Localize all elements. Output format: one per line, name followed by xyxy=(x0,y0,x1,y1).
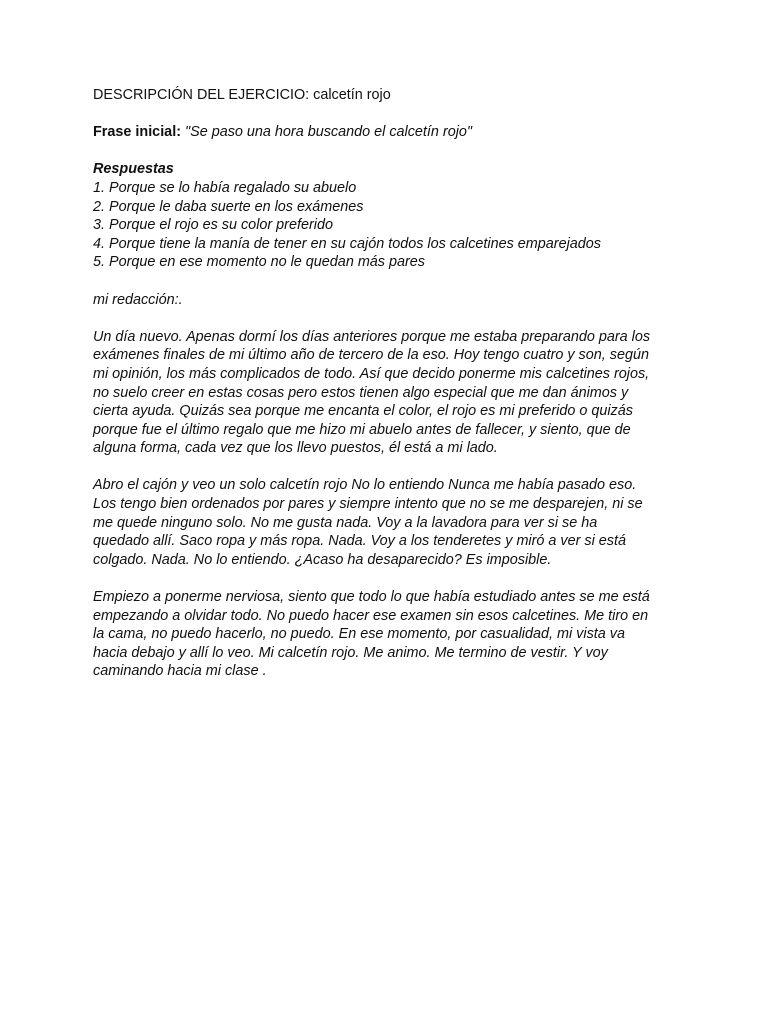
paragraph-line: Empiezo a ponerme nerviosa, siento que todo lo que había estudiado antes se me está xyxy=(93,589,650,606)
answer-item: 5. Porque en ese momento no le quedan más pares xyxy=(93,254,425,271)
paragraph-1 xyxy=(93,328,708,458)
paragraph-line: caminando hacia mi clase . xyxy=(93,663,267,680)
spacer xyxy=(93,309,708,328)
answer-item: 4. Porque tiene la manía de tener en su cajón todos los calcetines emparejados xyxy=(93,235,601,252)
answer-item: 2. Porque le daba suerte en los exámenes xyxy=(93,198,364,215)
answers-title: Respuestas xyxy=(93,161,174,178)
answer-item: 3. Porque el rojo es su color preferido xyxy=(93,217,333,234)
initial-phrase-label: Frase inicial: xyxy=(93,124,181,141)
initial-phrase-text: "Se paso una hora buscando el calcetín rojo" xyxy=(184,124,473,141)
answer-item: 1. Porque se lo había regalado su abuelo xyxy=(93,179,357,196)
paragraph-line: Un día nuevo. Apenas dormí los días anteriores porque me estaba preparando para los xyxy=(93,328,651,345)
exercise-heading: DESCRIPCIÓN DEL EJERCICIO: calcetín rojo xyxy=(93,87,391,103)
paragraph-line: porque fue el último regalo que me hizo mi abuelo antes de fallecer, y siento, que de xyxy=(93,421,631,438)
paragraph-line: cierta ayuda. Quizás sea porque me encanta el color, el rojo es mi preferido o quizás xyxy=(93,403,633,420)
paragraph-3 xyxy=(93,588,708,681)
paragraph-line: quedado allí. Saco ropa y más ropa. Nada. Voy a los tenderetes y miró a ver si está xyxy=(93,533,627,550)
redaction-label: mi redacción:. xyxy=(93,291,183,308)
paragraph-line: Los tengo bien ordenados por pares y siempre intento que no se me desparejen, ni se xyxy=(93,496,643,513)
paragraph-line: alguna forma, cada vez que los llevo puestos, él está a mi lado. xyxy=(93,440,498,457)
spacer xyxy=(93,272,708,291)
paragraph-line: la cama, no puedo hacerlo, no puedo. En ese momento, por casualidad, mi vista va xyxy=(93,626,625,643)
paragraph-line: Abro el cajón y veo un solo calcetín rojo No lo entiendo Nunca me había pasado eso. xyxy=(93,477,637,494)
spacer xyxy=(93,142,708,161)
spacer xyxy=(93,569,708,588)
paragraph-line: colgado. Nada. No lo entiendo. ¿Acaso ha desaparecido? Es imposible. xyxy=(93,551,552,568)
paragraph-line: hacia debajo y allí lo veo. Mi calcetín rojo. Me animo. Me termino de vestir. Y voy xyxy=(93,644,608,661)
paragraph-line: no suelo creer en estas cosas pero estos tienen algo especial que me dan ánimos y xyxy=(93,384,629,401)
paragraph-line: me quede ninguno solo. No me gusta nada. Voy a la lavadora para ver si se ha xyxy=(93,514,598,531)
paragraph-2 xyxy=(93,476,708,569)
paragraph-line: exámenes finales de mi último año de tercero de la eso. Hoy tengo cuatro y son, según xyxy=(93,347,649,364)
spacer xyxy=(93,458,708,477)
paragraph-line: empezando a olvidar todo. No puedo hacer ese examen sin esos calcetines. Me tiro en xyxy=(93,607,649,624)
answers-list xyxy=(93,179,708,272)
paragraph-line: mi opinión, los más complicados de todo. Así que decido ponerme mis calcetines rojos, xyxy=(93,365,650,382)
initial-phrase xyxy=(93,123,708,142)
spacer xyxy=(93,105,708,124)
